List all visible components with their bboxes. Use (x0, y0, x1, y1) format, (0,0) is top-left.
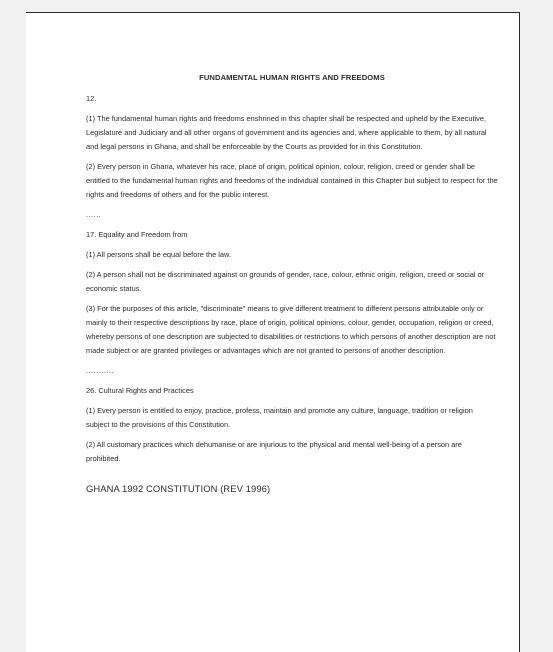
document-footer: GHANA 1992 CONSTITUTION (REV 1996) (86, 483, 271, 494)
omission-separator: ........... (86, 366, 115, 375)
section-17-paragraph-3: (3) For the purposes of this article, "discriminate" means to give different treatment to different persons attributable only or mainly to their respective descriptions by race, place of origin, political opinions, colour, gender, occupation, religion or creed, whereby persons of one description are subjected to disabilities or restrictions to which persons of another description are not made subject or are granted privileges or advantages which are not granted to persons of another description. (86, 304, 496, 355)
section-12-paragraph-2: (2) Every person in Ghana, whatever his race, place of origin, political opinion, colour, religion, creed or gender shall be entitled to the fundamental human rights and freedoms of the individual contained in this Chapter but subject to respect for the rights and freedoms of others and for the public interest. (86, 162, 498, 199)
omission-separator: ...... (86, 210, 102, 219)
document-title: FUNDAMENTAL HUMAN RIGHTS AND FREEDOMS (199, 73, 385, 82)
document-content (86, 71, 498, 496)
section-26-heading: 26. Cultural Rights and Practices (86, 386, 194, 395)
section-17-paragraph-1: (1) All persons shall be equal before the law. (86, 250, 232, 259)
document-page (26, 12, 520, 652)
section-12-number: 12. (86, 94, 97, 103)
section-17-paragraph-2: (2) A person shall not be discriminated against on grounds of gender, race, colour, ethnic origin, religion, creed or social or economic status. (86, 270, 485, 293)
section-26-paragraph-2: (2) All customary practices which dehumanise or are injurious to the physical and mental well-being of a person are prohibited. (86, 440, 462, 463)
section-17-heading: 17. Equality and Freedom from (86, 230, 188, 239)
section-12-paragraph-1: (1) The fundamental human rights and freedoms enshrined in this chapter shall be respected and upheld by the Executive, Legislature and Judiciary and all other organs of government and its agencies and, where applicable to them, by all natural and legal persons in Ghana, and shall be enforceable by the Courts as provided for in this Constitution. (86, 114, 487, 151)
section-26-paragraph-1: (1) Every person is entitled to enjoy, practice, profess, maintain and promote any culture, language, tradition or religion subject to the provisions of this Constitution. (86, 406, 473, 429)
